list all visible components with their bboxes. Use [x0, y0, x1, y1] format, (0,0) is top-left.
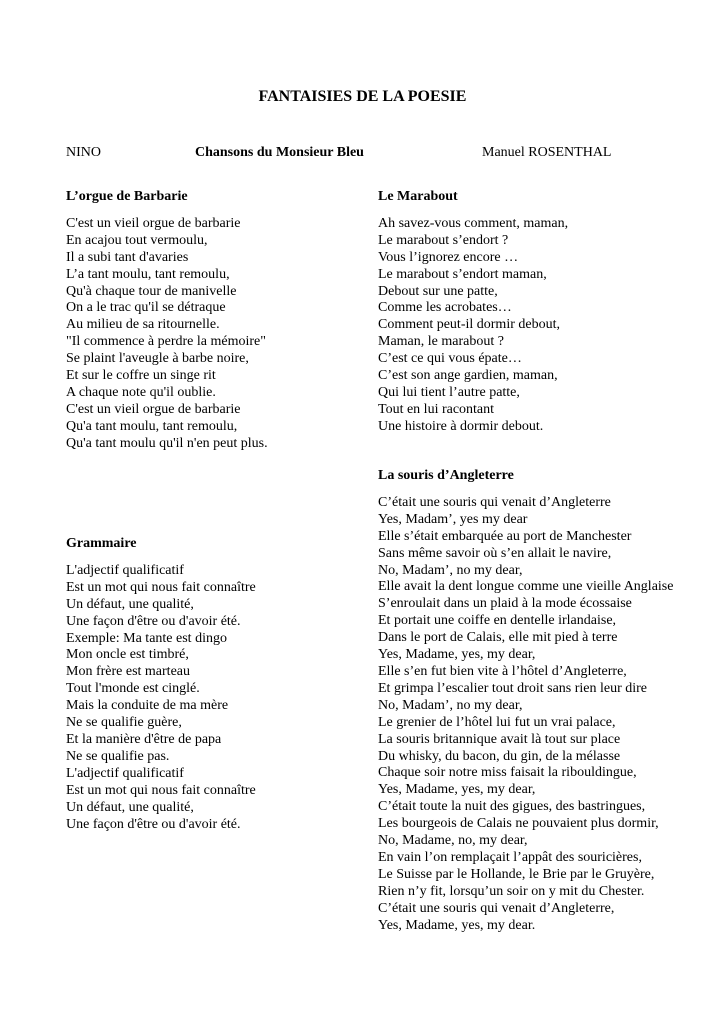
poem-line: Maman, le marabout ?	[378, 334, 504, 350]
poem-lines	[66, 216, 356, 453]
poem-line: L'adjectif qualificatif	[66, 562, 184, 578]
poem-line: Comme les acrobates…	[378, 300, 512, 316]
poem-line: Et la manière d'être de papa	[66, 731, 222, 747]
poem-line: En acajou tout vermoulu,	[66, 232, 208, 248]
poem-line: Sans même savoir où s’en allait le navire,	[378, 545, 612, 561]
poem-line: Ne se qualifie pas.	[66, 748, 170, 764]
poem-line: Rien n’y fit, lorsqu’un soir on y mit du Chester.	[378, 883, 645, 899]
poem-grammaire	[66, 536, 356, 833]
poem-title: Le Marabout	[378, 189, 458, 204]
poem-title: Grammaire	[66, 536, 137, 551]
poem-line: Ne se qualifie guère,	[66, 715, 182, 731]
poem-line: Tout l'monde est cinglé.	[66, 681, 200, 697]
poem-line: Les bourgeois de Calais ne pouvaient plus dormir,	[378, 816, 659, 832]
poem-line: Elle s’en fut bien vite à l’hôtel d’Angleterre,	[378, 663, 627, 679]
poem-line: Chaque soir notre miss faisait la ribouldingue,	[378, 765, 637, 781]
poem-line: Le grenier de l’hôtel lui fut un vrai palace,	[378, 714, 616, 730]
poem-line: Une façon d'être ou d'avoir été.	[66, 613, 241, 629]
poem-lines	[66, 563, 356, 834]
author-name: NINO	[66, 145, 101, 160]
poem-line: Un défaut, une qualité,	[66, 596, 194, 612]
poem-line: L'adjectif qualificatif	[66, 765, 184, 781]
poem-line: Tout en lui racontant	[378, 401, 495, 417]
poem-line: No, Madam’, no my dear,	[378, 697, 523, 713]
poem-line: Et sur le coffre un singe rit	[66, 368, 216, 384]
poem-line: "Il commence à perdre la mémoire"	[66, 334, 266, 350]
poem-line: Et grimpa l’escalier tout droit sans rien leur dire	[378, 680, 648, 696]
poem-line: Un défaut, une qualité,	[66, 799, 194, 815]
poem-line: Au milieu de sa ritournelle.	[66, 317, 220, 333]
poem-line: Qu'à chaque tour de manivelle	[66, 283, 237, 299]
poem-line: Qui lui tient l’autre patte,	[378, 384, 520, 400]
collection-title: Chansons du Monsieur Bleu	[195, 145, 364, 160]
poem-line: Elle s’était embarquée au port de Manchester	[378, 528, 632, 544]
poem-souris	[378, 468, 718, 934]
poem-title: La souris d’Angleterre	[378, 468, 514, 483]
poem-line: En vain l’on remplaçait l’appât des souricières,	[378, 849, 642, 865]
poem-line: Yes, Madame, yes, my dear,	[378, 647, 536, 663]
poem-line: Debout sur une patte,	[378, 283, 498, 299]
poem-line: On a le trac qu'il se détraque	[66, 300, 226, 316]
poem-line: Yes, Madam’, yes my dear	[378, 511, 528, 527]
poem-line: Le marabout s’endort maman,	[378, 266, 547, 282]
poem-line: Est un mot qui nous fait connaître	[66, 782, 256, 798]
poem-line: La souris britannique avait là tout sur place	[378, 731, 621, 747]
poem-line: C’est son ange gardien, maman,	[378, 368, 558, 384]
poem-line: C’était une souris qui venait d’Angleterre	[378, 494, 611, 510]
poem-line: Yes, Madame, yes, my dear,	[378, 782, 536, 798]
poem-line: Mon oncle est timbré,	[66, 647, 189, 663]
poem-line: Il a subi tant d'avaries	[66, 249, 189, 265]
poem-line: C'est un vieil orgue de barbarie	[66, 215, 241, 231]
poem-line: Une façon d'être ou d'avoir été.	[66, 816, 241, 832]
poem-line: Qu'a tant moulu, tant remoulu,	[66, 418, 238, 434]
poem-line: Yes, Madame, yes, my dear.	[378, 917, 536, 933]
poem-line: S’enroulait dans un plaid à la mode écossaise	[378, 596, 632, 612]
poem-marabout	[378, 189, 718, 436]
composer-name: Manuel ROSENTHAL	[482, 145, 612, 160]
poem-line: Le marabout s’endort ?	[378, 232, 509, 248]
poem-line: Qu'a tant moulu qu'il n'en peut plus.	[66, 435, 268, 451]
poem-line: Et portait une coiffe en dentelle irlandaise,	[378, 613, 617, 629]
poem-orgue	[66, 189, 356, 453]
poem-line: Mais la conduite de ma mère	[66, 698, 229, 714]
poem-line: Ah savez-vous comment, maman,	[378, 215, 569, 231]
poem-line: C’était une souris qui venait d’Angleterre,	[378, 900, 615, 916]
poem-lines	[378, 216, 718, 436]
poem-line: No, Madame, no, my dear,	[378, 833, 528, 849]
poem-line: C'est un vieil orgue de barbarie	[66, 401, 241, 417]
poem-line: Une histoire à dormir debout.	[378, 418, 544, 434]
poem-line: Vous l’ignorez encore …	[378, 249, 519, 265]
poem-line: C’est ce qui vous épate…	[378, 351, 522, 367]
poem-line: Dans le port de Calais, elle mit pied à terre	[378, 630, 618, 646]
poem-line: No, Madam’, no my dear,	[378, 562, 523, 578]
page-title: FANTAISIES DE LA POESIE	[258, 88, 467, 105]
poem-line: A chaque note qu'il oublie.	[66, 384, 216, 400]
poem-line: L’a tant moulu, tant remoulu,	[66, 266, 230, 282]
poem-line: Exemple: Ma tante est dingo	[66, 630, 227, 646]
poem-line: C’était toute la nuit des gigues, des bastringues,	[378, 799, 646, 815]
poem-line: Du whisky, du bacon, du gin, de la mélasse	[378, 748, 621, 764]
poem-line: Se plaint l'aveugle à barbe noire,	[66, 351, 249, 367]
poem-line: Mon frère est marteau	[66, 664, 190, 680]
poem-line: Le Suisse par le Hollande, le Brie par le Gruyère,	[378, 866, 655, 882]
poem-line: Elle avait la dent longue comme une vieille Anglaise	[378, 579, 674, 595]
poem-title: L’orgue de Barbarie	[66, 189, 188, 204]
poem-line: Est un mot qui nous fait connaître	[66, 579, 256, 595]
poem-lines	[378, 495, 718, 935]
poem-line: Comment peut-il dormir debout,	[378, 317, 560, 333]
